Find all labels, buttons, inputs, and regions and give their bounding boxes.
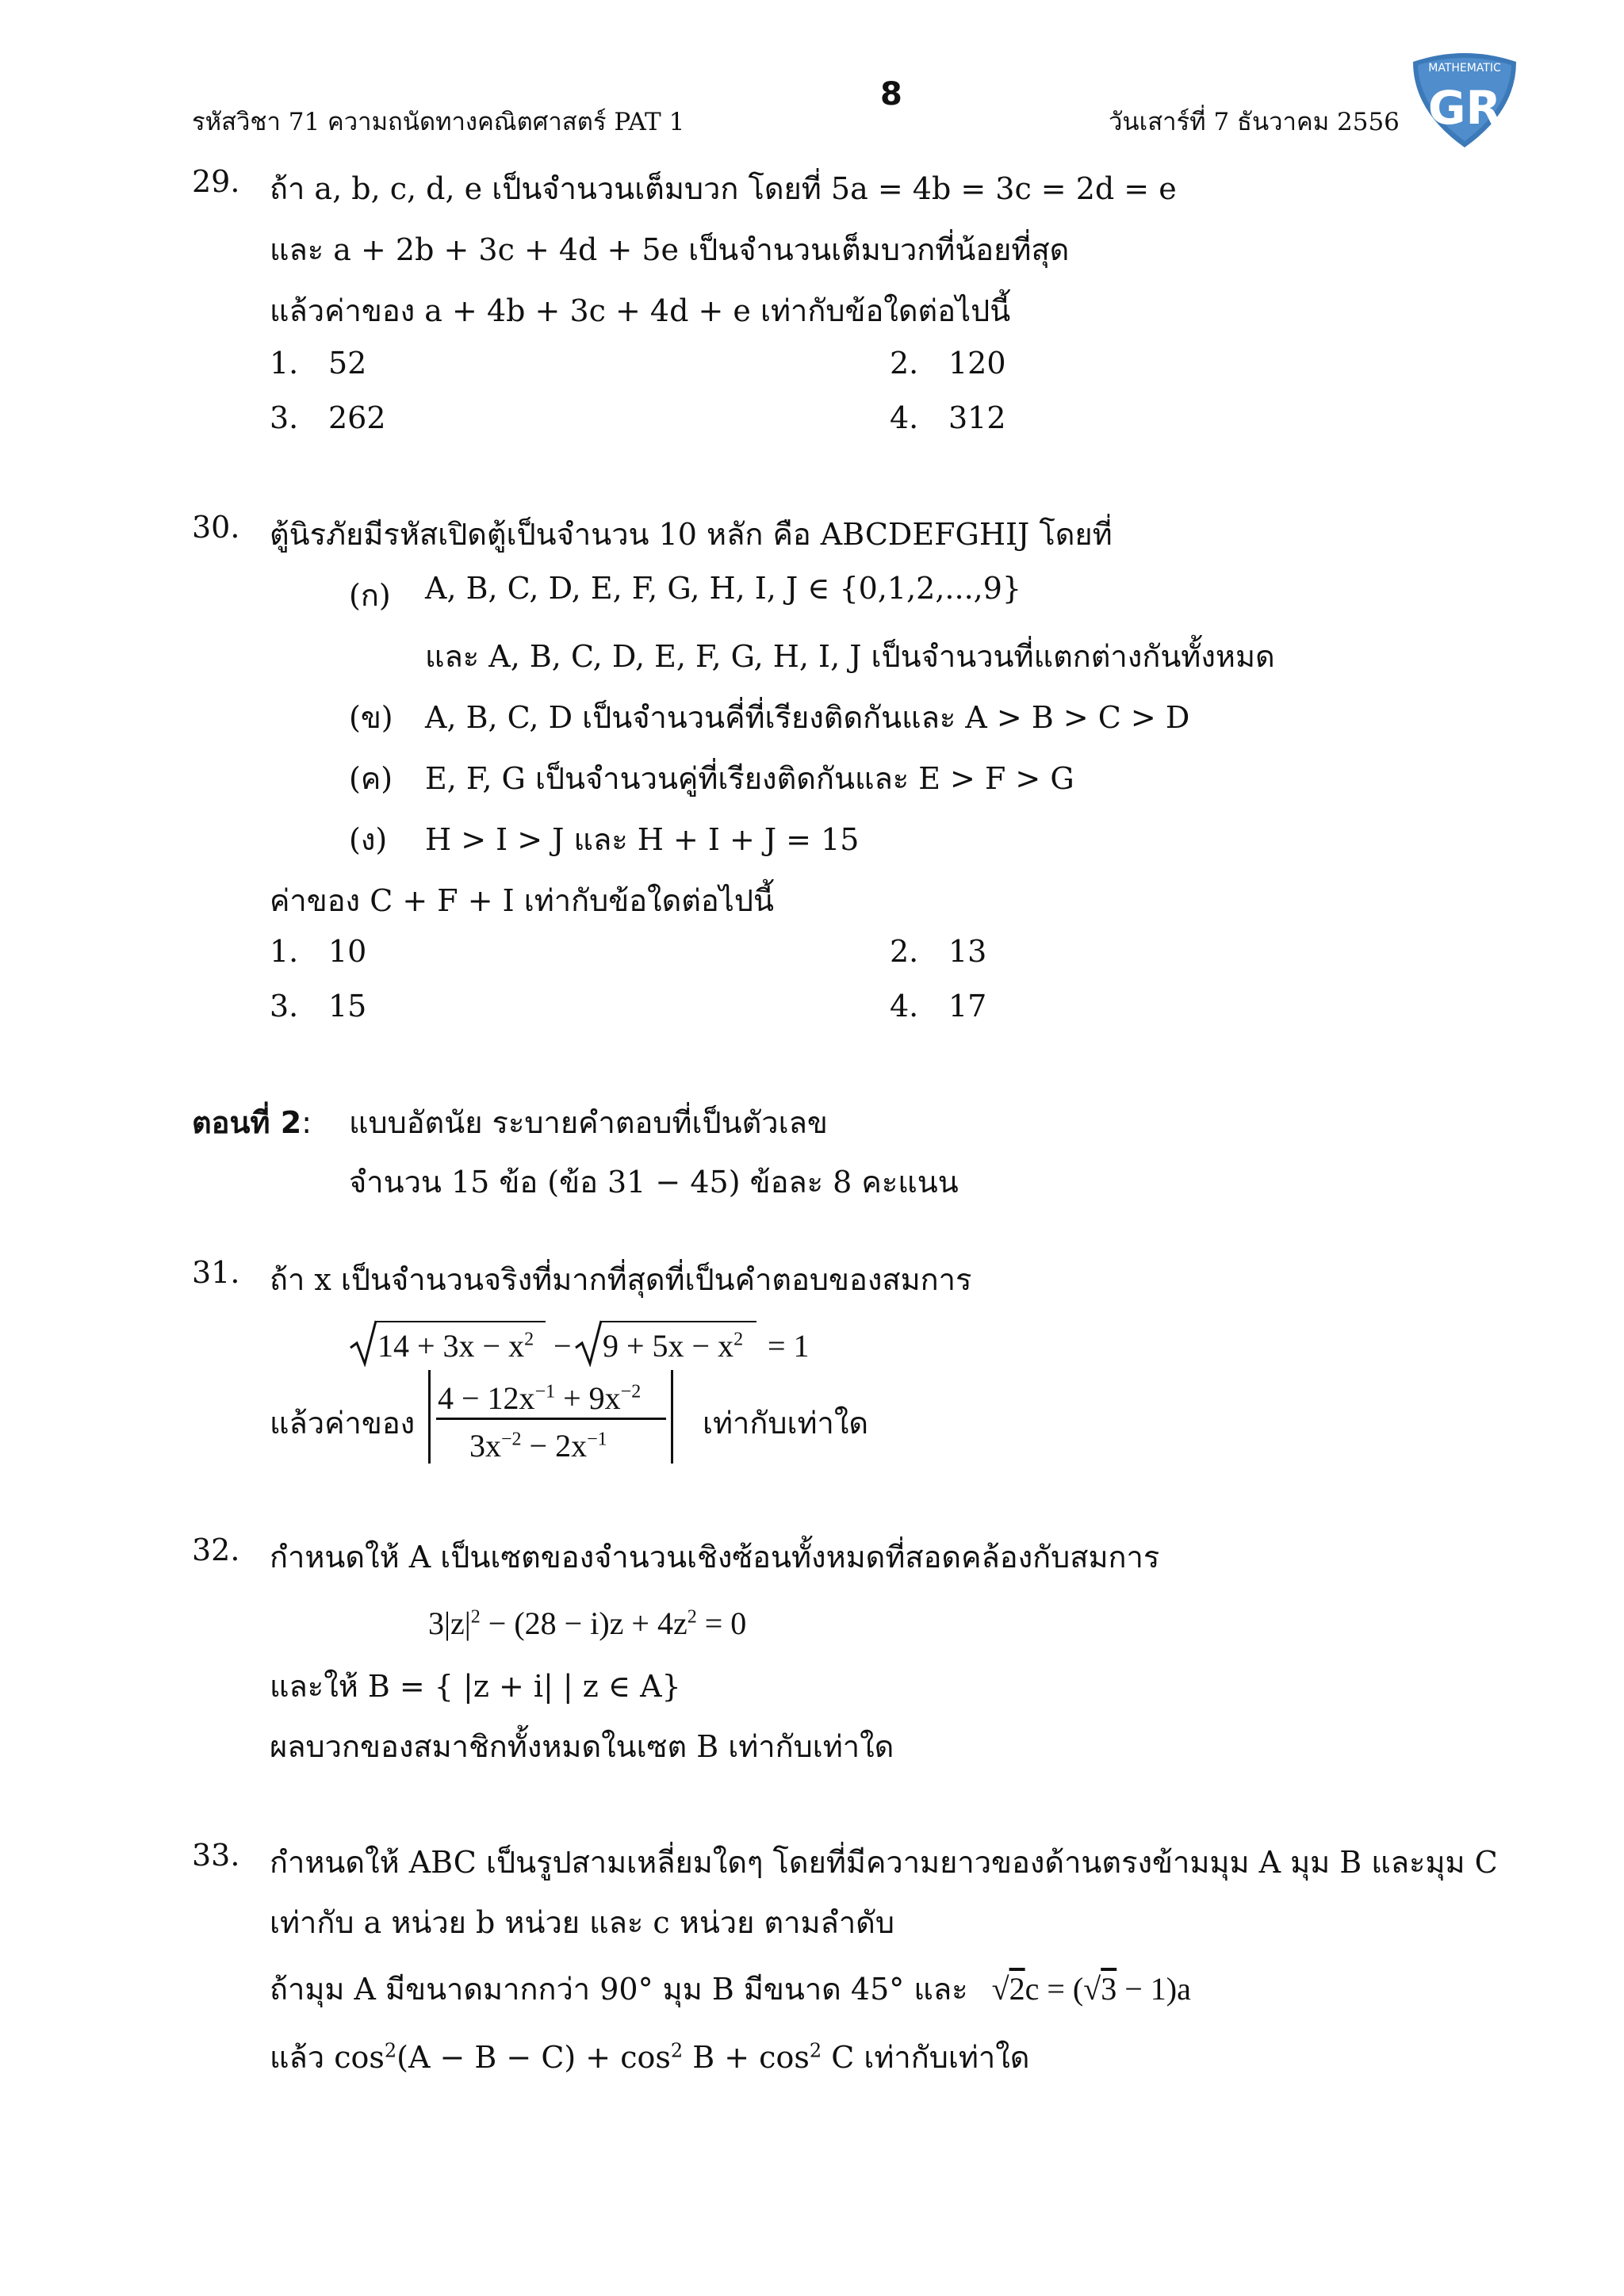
q33-line4-c: B + cos: [683, 2040, 810, 2075]
q32-number: 32.: [192, 1533, 240, 1567]
q32-eq-b: − (28 − i)z + 4z: [480, 1605, 688, 1641]
q33-line4-b: (A − B − C) + cos: [396, 2040, 671, 2075]
q30-question: ค่าของ C + F + I เท่ากับข้อใดต่อไปนี้: [270, 883, 774, 918]
q33-line4-exp1: 2: [384, 2039, 397, 2062]
q32-line3: และให้ B = { |z + i| | z ∈ A}: [270, 1669, 681, 1704]
q30-cond-a-2: และ A, B, C, D, E, F, G, H, I, J เป็นจำนวนที่แตกต่างกันทั้งหมด: [425, 639, 1275, 674]
q31-radicand-1: [377, 1327, 534, 1364]
q29-line1: ถ้า a, b, c, d, e เป็นจำนวนเต็มบวก โดยที่ 5a = 4b = 3c = 2d = e: [270, 171, 1177, 206]
q31-number: 31.: [192, 1255, 240, 1290]
header-date: วันเสาร์ที่ 7 ธันวาคม 2556: [1109, 108, 1400, 136]
q33-line1: กำหนดให้ ABC เป็นรูปสามเหลี่ยมใดๆ โดยที่มีความยาวของด้านตรงข้ามมุม A มุม B และมุม C: [270, 1845, 1498, 1880]
q31-den-exp1: −2: [501, 1429, 522, 1450]
q30-cond-d: H > I > J และ H + I + J = 15: [425, 822, 860, 857]
part2-label: [192, 1098, 312, 1146]
q31-denominator: [469, 1427, 607, 1464]
q29-line3: แล้วค่าของ a + 4b + 3c + 4d + e เท่ากับข้อใดต่อไปนี้: [270, 293, 1011, 328]
q31-suffix: เท่ากับเท่าใด: [703, 1406, 869, 1441]
q31-num-exp2: −2: [620, 1381, 642, 1402]
q31-radicand-1-text: 14 + 3x − x: [377, 1328, 525, 1364]
q30-choice-3-num: 3.: [270, 989, 299, 1024]
q32-line1: กำหนดให้ A เป็นเซตของจำนวนเชิงซ้อนทั้งหมดที่สอดคล้องกับสมการ: [270, 1540, 1160, 1575]
q33-line3-end: − 1)a: [1116, 1971, 1191, 2007]
part2-line2: จำนวน 15 ข้อ (ข้อ 31 − 45) ข้อละ 8 คะแนน: [349, 1165, 959, 1200]
q29-choice-3-num: 3.: [270, 400, 299, 435]
q31-minus: −: [553, 1328, 572, 1364]
q29-choice-3-val: 262: [328, 400, 386, 435]
header-course: รหัสวิชา 71 ความถนัดทางคณิตศาสตร์ PAT 1: [192, 108, 685, 136]
q31-num-exp1: −1: [534, 1381, 556, 1402]
q33-sqrt2: √2: [991, 1971, 1025, 2007]
q33-sqrt3-radicand: 3: [1101, 1971, 1117, 2007]
q33-sqrt3: √3: [1083, 1971, 1117, 2007]
q30-cond-d-label: (ง): [349, 822, 388, 857]
q33-line4-a: แล้ว cos: [270, 2040, 385, 2075]
q31-radical-sign-1: [349, 1319, 377, 1367]
q32-line4: ผลบวกของสมาชิกทั้งหมดในเซต B เท่ากับเท่าใด: [270, 1729, 894, 1764]
q29-line2: และ a + 2b + 3c + 4d + 5e เป็นจำนวนเต็มบวกที่น้อยที่สุด: [270, 232, 1070, 267]
q29-number: 29.: [192, 164, 240, 199]
q31-radical-bar-1: [376, 1321, 546, 1322]
logo-text: MATHEMATIC: [1428, 62, 1501, 75]
q29-choice-2-num: 2.: [890, 346, 919, 381]
q29-choice-1-num: 1.: [270, 346, 299, 381]
q30-choice-2-num: 2.: [890, 934, 919, 969]
q31-den-exp2: −1: [587, 1429, 607, 1450]
q31-line1: ถ้า x เป็นจำนวนจริงที่มากที่สุดที่เป็นคำตอบของสมการ: [270, 1262, 972, 1297]
q33-line4-d: C เท่ากับเท่าใด: [822, 2040, 1030, 2075]
q33-sqrt2-radicand: 2: [1009, 1971, 1025, 2007]
q30-choice-4-num: 4.: [890, 989, 919, 1024]
q30-choice-1-val: 10: [328, 934, 367, 969]
q31-radical-sign-2: [574, 1319, 603, 1367]
q30-cond-a-label: (ก): [349, 578, 391, 613]
q33-line3-mid: c = (: [1025, 1971, 1084, 2007]
q31-abs-left-bar: [428, 1370, 431, 1464]
q29-choice-1-val: 52: [328, 346, 367, 381]
q30-cond-b: A, B, C, D เป็นจำนวนคี่ที่เรียงติดกันและ A > B > C > D: [425, 700, 1190, 735]
q33-number: 33.: [192, 1838, 240, 1873]
q30-number: 30.: [192, 510, 240, 545]
q31-numerator: [438, 1380, 641, 1417]
q31-radicand-2-exp: 2: [733, 1329, 744, 1350]
q29-choice-4-num: 4.: [890, 400, 919, 435]
q30-line1: ตู้นิรภัยมีรหัสเปิดตู้เป็นจำนวน 10 หลัก คือ ABCDEFGHIJ โดยที่: [270, 517, 1113, 552]
q32-eq-c: = 0: [696, 1605, 747, 1641]
q30-choice-1-num: 1.: [270, 934, 299, 969]
q29-choice-4-val: 312: [948, 400, 1006, 435]
q31-prefix: แล้วค่าของ: [270, 1406, 416, 1441]
q31-radicand-2: [603, 1327, 743, 1364]
q33-line3-text: ถ้ามุม A มีขนาดมากกว่า 90° มุม B มีขนาด 45° และ: [270, 1972, 968, 2007]
q31-radicand-2-text: 9 + 5x − x: [603, 1328, 734, 1364]
part2-label-text: ตอนที่ 2: [192, 1105, 302, 1140]
q33-line3: [270, 1965, 1191, 2013]
logo-letters: GR: [1427, 81, 1502, 135]
q30-cond-a-1: A, B, C, D, E, F, G, H, I, J ∈ {0,1,2,...,9}: [425, 571, 1022, 606]
q31-abs-right-bar: [671, 1370, 673, 1464]
mathematic-logo: [1405, 48, 1524, 151]
q31-radicand-1-exp: 2: [524, 1329, 534, 1350]
q31-num-b: + 9x: [555, 1380, 621, 1416]
q32-equation: [428, 1605, 746, 1642]
q29-choice-2-val: 120: [948, 346, 1006, 381]
q30-cond-c-label: (ค): [349, 761, 393, 796]
q31-den-a: 3x: [469, 1428, 501, 1464]
q30-cond-c: E, F, G เป็นจำนวนคู่ที่เรียงติดกันและ E > F > G: [425, 761, 1074, 796]
q30-choice-3-val: 15: [328, 989, 367, 1024]
q33-line4-exp2: 2: [670, 2039, 684, 2062]
q33-line2: เท่ากับ a หน่วย b หน่วย และ c หน่วย ตามลำดับ: [270, 1905, 894, 1940]
part2-label-colon: :: [301, 1105, 312, 1140]
q33-line4-exp3: 2: [809, 2039, 822, 2062]
q32-eq-a: 3|z|: [428, 1605, 471, 1641]
q32-eq-exp1: 2: [470, 1606, 481, 1628]
q30-choice-4-val: 17: [948, 989, 987, 1024]
q30-cond-b-label: (ข): [349, 700, 393, 735]
q31-num-a: 4 − 12x: [438, 1380, 535, 1416]
q32-eq-exp2: 2: [687, 1606, 697, 1628]
part2-line1: แบบอัตนัย ระบายคำตอบที่เป็นตัวเลข: [349, 1105, 828, 1140]
q31-fraction-bar: [436, 1418, 666, 1420]
page-number: 8: [880, 76, 902, 113]
q31-radical-bar-2: [601, 1321, 756, 1322]
q31-den-b: − 2x: [521, 1428, 588, 1464]
q33-line4: [270, 2033, 1029, 2081]
q31-rhs: = 1: [768, 1328, 810, 1364]
q30-choice-2-val: 13: [948, 934, 987, 969]
